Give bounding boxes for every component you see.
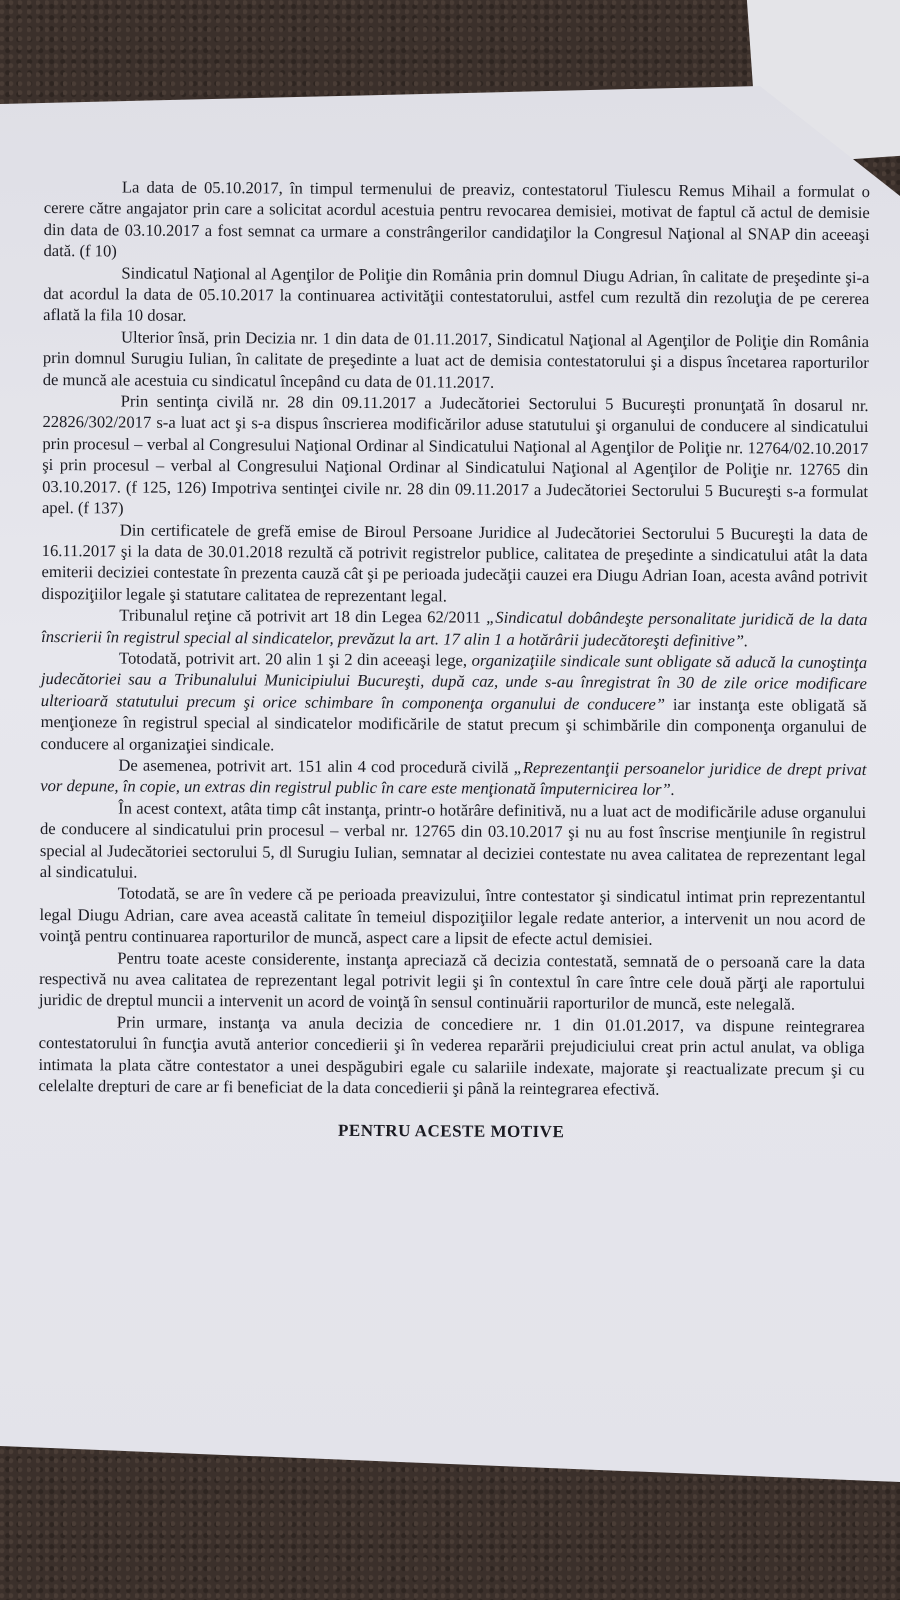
paragraph-3: Ulterior însă, prin Decizia nr. 1 din data de 01.11.2017, Sindicatul Naţional al Agenţilor de Poliţie din România prin domnul Surugiu Iulian, în calitate de preşedinte a luat act de demisia contestatorului şi a dispus încetarea raporturilor de muncă ale acestuia cu sindicatul începând cu data de 01.11.2017.	[42, 327, 870, 392]
document-text	[38, 176, 870, 1145]
law-quote-art-151: „Reprezentanţii persoanelor juridice de drept privat vor depune, în copie, un extras din registrul public în care este menţionată împuternicirea lor”.	[40, 757, 867, 800]
paragraph-8-text: De asemenea, potrivit art. 151 alin 4 cod procedură civilă	[118, 755, 514, 777]
paragraph-2: Sindicatul Naţional al Agenţilor de Poliţie din România prin domnul Diugu Adrian, în calitate de preşedinte şi-a dat acordul la data de 05.10.2017 la continuarea activităţii contestatorului, astfel cum rezultă din rezoluţia de pe cererea aflată la fila 10 dosar.	[43, 263, 870, 326]
paragraph-5: Din certificatele de grefă emise de Biroul Persoane Juridice al Judecătoriei Sectorului 5 Bucureşti la data de 16.11.2017 şi la data de 30.01.2018 rezultă că potrivit registrelor publice, calitatea de preşedinte a sindicatului atât la data emiterii deciziei contestate în prezenta cauză cât şi pe perioada judecăţii cauzei era Diugu Adrian Ioan, acesta având potrivit dispoziţiilor legale şi statutare calitatea de reprezentant legal.	[41, 519, 868, 606]
paragraph-11: Pentru toate aceste considerente, instanţa apreciază că decizia contestată, semnată de o persoană care la data respectivă nu avea calitatea de reprezentant legal potrivit legii şi în contextul în care între cele două părţi ale raportului juridic de dreptul muncii a intervenit un acord de voinţă în sensul continuării raporturilor de muncă, este nelegală.	[38, 948, 866, 1015]
section-heading: PENTRU ACESTE MOTIVE	[337, 1121, 565, 1142]
paragraph-7	[40, 647, 867, 759]
law-quote-art-20: organizaţiile sindicale sunt obligate să aducă la cunoştinţa judecătoriei sau a Tribunalului Municipiului Bucureşti, după caz, unde s-au înregistrat în 30 de zile orice modificare ulterioară statutului precum şi orice schimbare în componenţa organului de conducere”	[40, 650, 868, 714]
paragraph-1: La data de 05.10.2017, în timpul termenului de preaviz, contestatorul Tiulescu Remus Mihail a formulat o cerere către angajator prin care a solicitat acordul acestuia pentru revocarea demisiei, motivat de faptul că actul de demisie din data de 03.10.2017 a fost semnat ca urmare a constrângerilor candidaţilor la Congresul Naţional al SNAP din aceeaşi dată. (f 10)	[43, 177, 870, 261]
paragraph-7-text-a: Totodată, potrivit art. 20 alin 1 şi 2 din aceeaşi lege,	[118, 648, 472, 670]
paragraph-6-text: Tribunalul reţine că potrivit art 18 din Legea 62/2011	[119, 605, 487, 627]
paragraph-4: Prin sentinţa civilă nr. 28 din 09.11.2017 a Judecătoriei Sectorului 5 Bucureşti pronunţată în dosarul nr. 22826/302/2017 s-a luat act şi s-a dispus înscrierea modificărilor aduse statutului şi organului de conducere al sindicatului prin procesul – verbal al Congresului Naţional Ordinar al Sindicatului Naţional al Agenţilor de Poliţie nr. 12764/02.10.2017 şi prin procesul – verbal al Congresului Naţional Ordinar al Sindicatului Naţional al Agenţilor de Poliţie nr. 12765 din 03.10.2017. (f 125, 126) Impotriva sentinţei civile nr. 28 din 09.11.2017 a Judecătoriei Sectorului 5 Bucureşti s-a formulat apel. (f 137)	[41, 391, 869, 518]
paragraph-7-text-b: iar instanţa este obligată să menţioneze în registrul special al sindicatelor modificările de statut precum şi schimbările din componenţa organului de conducere al organizaţiei sindicale.	[40, 694, 867, 754]
paragraph-12: Prin urmare, instanţa va anula decizia de concediere nr. 1 din 01.01.2017, va dispune reintegrarea contestatorului în funcţia avută anterior concedierii şi în vederea reparării prejudiciului creat prin actul anulat, va obliga intimata la plata către contestator a unei despăgubiri egale cu salariile indexate, majorate şi reactualizate precum şi cu celelalte drepturi de care ar fi beneficiat de la data concedierii şi până la reintegrarea efectivă.	[38, 1012, 865, 1099]
paragraph-8	[40, 754, 866, 802]
paragraph-10: Totodată, se are în vedere că pe perioada preavizului, între contestator şi sindicatul intimat prin reprezentantul legal Diugu Adrian, care avea această calitate în temeiul dispoziţiilor legale redate anterior, a intervenit un nou acord de voinţă pentru continuarea raporturilor de muncă, aspect care a lipsit de efecte actul demisiei.	[39, 883, 866, 949]
paragraph-9: În acest context, atâta timp cât instanţa, printr-o hotărâre definitivă, nu a luat act de modificările aduse organului de conducere al sindicatului prin procesul – verbal nr. 12765 din 03.10.2017 şi nu au fost înscrise menţiunile în registrul special al Judecătoriei sectorului 5, dl Surugiu Iulian, semnatar al deciziei contestate nu avea calitatea de reprezentant legal al sindicatului.	[39, 798, 867, 882]
law-quote-art-18: „Sindicatul dobândeşte personalitate juridică de la data înscrierii în registrul special al sindicatelor, prevăzut la art. 17 alin 1 a hotărârii judecătoreşti definitive”.	[41, 607, 868, 650]
paragraph-6	[41, 604, 867, 652]
